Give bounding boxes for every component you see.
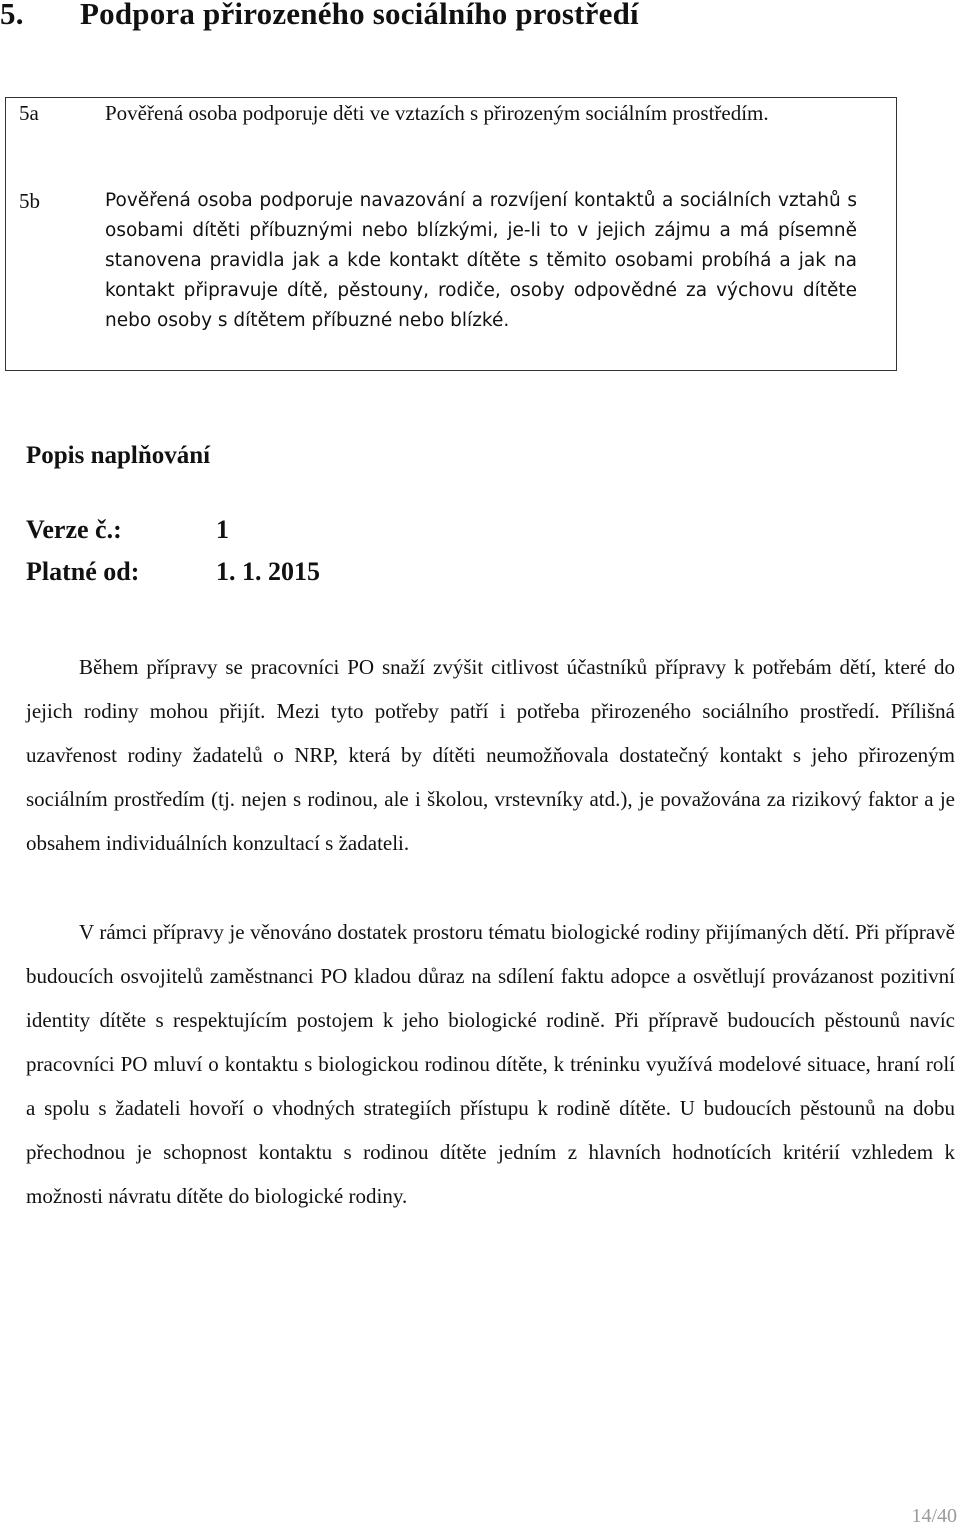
standard-text-5b: Pověřená osoba podporuje navazování a rozvíjení kontaktů a sociálních vztahů s osobami dítěti příbuznými nebo blízkými, je-li to v jejich zájmu a má písemně stanovena pravidla jak a kde kontakt dítěte s těmito osobami probíhá a jak na kontakt připravuje dítě, pěstouny, rodiče, osoby odpovědné za výchovu dítěte nebo osoby s dítětem příbuzné nebo blízké. <box>105 190 857 331</box>
valid-from-line <box>26 557 320 587</box>
version-value: 1 <box>216 515 229 544</box>
version-label: Verze č.: <box>26 515 122 544</box>
body-paragraph-1: Během přípravy se pracovníci PO snaží zvýšit citlivost účastníků přípravy k potřebám dětí, které do jejich rodiny mohou přijít. Mezi tyto potřeby patří i potřeba přirozeného sociálního prostředí. Přílišná uzavřenost rodiny žadatelů o NRP, která by dítěti neumožňovala dostatečný kontakt s jeho přirozeným sociálním prostředím (tj. nejen s rodinou, ale i školou, vrstevníky atd.), je považována za rizikový faktor a je obsahem individuálních konzultací s žadateli. <box>26 655 955 855</box>
standards-box <box>5 97 897 371</box>
valid-from-label: Platné od: <box>26 557 140 586</box>
heading-number: 5. <box>0 0 24 31</box>
valid-from-value: 1. 1. 2015 <box>216 557 320 586</box>
body-paragraph-2: V rámci přípravy je věnováno dostatek prostoru tématu biologické rodiny přijímaných dětí. Při přípravě budoucích osvojitelů zaměstnanci PO kladou důraz na sdílení faktu adopce a osvětlují provázanost pozitivní identity dítěte s respektujícím postojem k jeho biologické rodině. Při přípravě budoucích pěstounů navíc pracovníci PO mluví o kontaktu s biologickou rodinou dítěte, k tréninku využívá modelové situace, hraní rolí a spolu s žadateli hovoří o vhodných strategiích přístupu k rodině dítěte. U budoucích pěstounů na dobu přechodnou je schopnost kontaktu s rodinou dítěte jedním z hlavních hodnotících kritérií vzhledem k možnosti návratu dítěte do biologické rodiny. <box>26 920 955 1208</box>
standard-code-5b: 5b <box>19 189 40 213</box>
page-heading <box>0 0 639 32</box>
heading-title: Podpora přirozeného sociálního prostředí <box>80 0 639 31</box>
page-number: 14/40 <box>911 1505 957 1527</box>
standard-text-5a: Pověřená osoba podporuje děti ve vztazích s přirozeným sociálním prostředím. <box>105 101 769 125</box>
standard-code-5a: 5a <box>19 101 39 125</box>
section-heading: Popis naplňování <box>26 442 211 469</box>
version-line <box>26 515 229 545</box>
